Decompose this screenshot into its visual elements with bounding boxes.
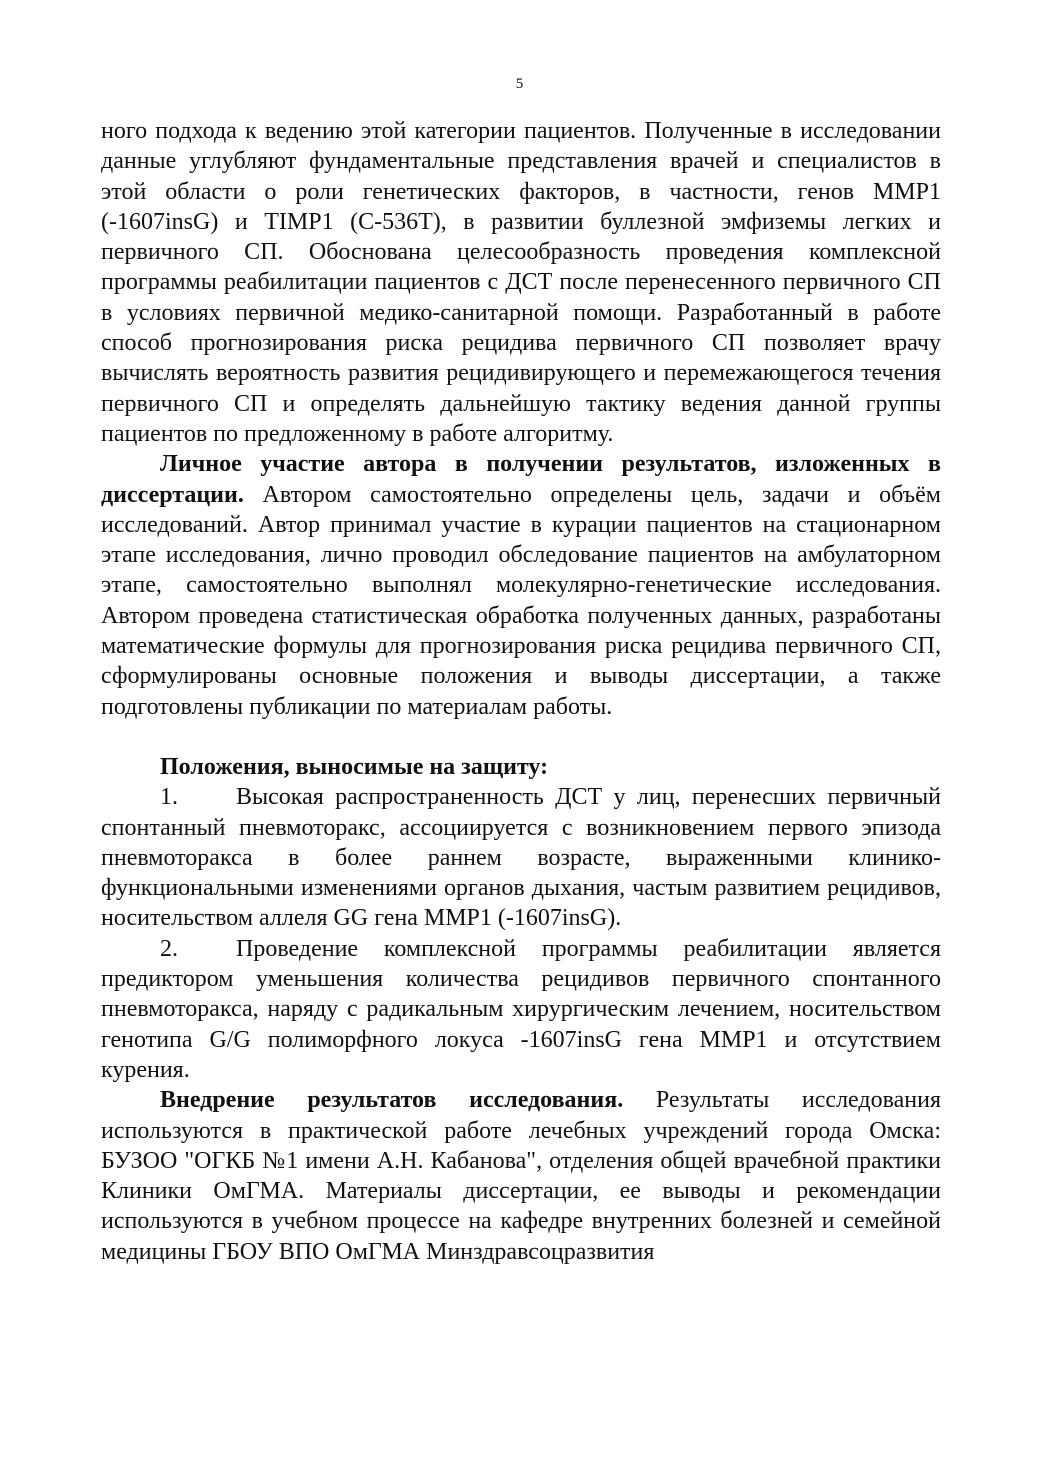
document-body — [101, 116, 941, 1267]
author-contribution-text: Автором самостоятельно определены цель, задачи и объём исследований. Автор принимал участие в курации пациентов на стационарном этапе исследования, лично проводил обследование пациентов на амбулаторном этапе, самостоятельно выполнял молекулярно-генетические исследования. Автором проведена статистическая обработка полученных данных, разработаны математические формулы для прогнозирования риска рецидива первичного СП, сформулированы основные положения и выводы диссертации, а также подготовлены публикации по материалам работы. — [101, 481, 941, 720]
list-number: 2. — [160, 935, 178, 962]
paragraph-implementation — [101, 1085, 941, 1267]
list-number: 1. — [160, 784, 178, 811]
page-number: 5 — [515, 76, 524, 92]
implementation-text: Результаты исследования используются в практической работе лечебных учреждений города Омска: БУЗОО "ОГКБ №1 имени А.Н. Кабанова", отделения общей врачебной практики Клиники ОмГМА. Материалы диссертации, ее выводы и рекомендации используются в учебном процессе на кафедре внутренних болезней и семейной медицины ГБОУ ВПО ОмГМА Минздравсоцразвития — [101, 1087, 941, 1265]
spacer — [101, 722, 941, 752]
paragraph-significance: ного подхода к ведению этой категории пациентов. Полученные в исследовании данные углубляют фундаментальные представления врачей и специалистов в этой области о роли генетических факторов, в частности, генов MMP1 (-1607insG) и TIMP1 (C-536T), в развитии буллезной эмфиземы легких и первичного СП. Обоснована целесообразность проведения комплексной программы реабилитации пациентов с ДСТ после перенесенного первичного СП в условиях первичной медико-санитарной помощи. Разработанный в работе способ прогнозирования риска рецидива первичного СП позволяет врачу вычислять вероятность развития рецидивирующего и перемежающегося течения первичного СП и определять дальнейшую тактику ведения данной группы пациентов по предложенному в работе алгоритму. — [101, 118, 941, 447]
defense-provision-1 — [101, 782, 941, 933]
paragraph-author-contribution — [101, 449, 941, 722]
defense-provision-2 — [101, 934, 941, 1085]
defense-provisions-heading: Положения, выносимые на защиту: — [160, 753, 549, 780]
author-contribution-heading: Личное участие автора в получении результатов, изложенных в диссертации. — [101, 451, 941, 508]
list-item-text: Высокая распространенность ДСТ у лиц, перенесших первичный спонтанный пневмоторакс, ассоциируется с возникновением первого эпизода пневмоторакса в более раннем возрасте, выраженными клинико-функциональными изменениями органов дыхания, частым развитием рецидивов, носительством аллеля GG гена MMP1 (-1607insG). — [101, 784, 941, 932]
list-item-text: Проведение комплексной программы реабилитации является предиктором уменьшения количества рецидивов первичного спонтанного пневмоторакса, наряду с радикальным хирургическим лечением, носительством генотипа G/G полиморфного локуса -1607insG гена MMP1 и отсутствием курения. — [101, 935, 941, 1083]
implementation-heading: Внедрение результатов исследования. — [160, 1087, 624, 1114]
